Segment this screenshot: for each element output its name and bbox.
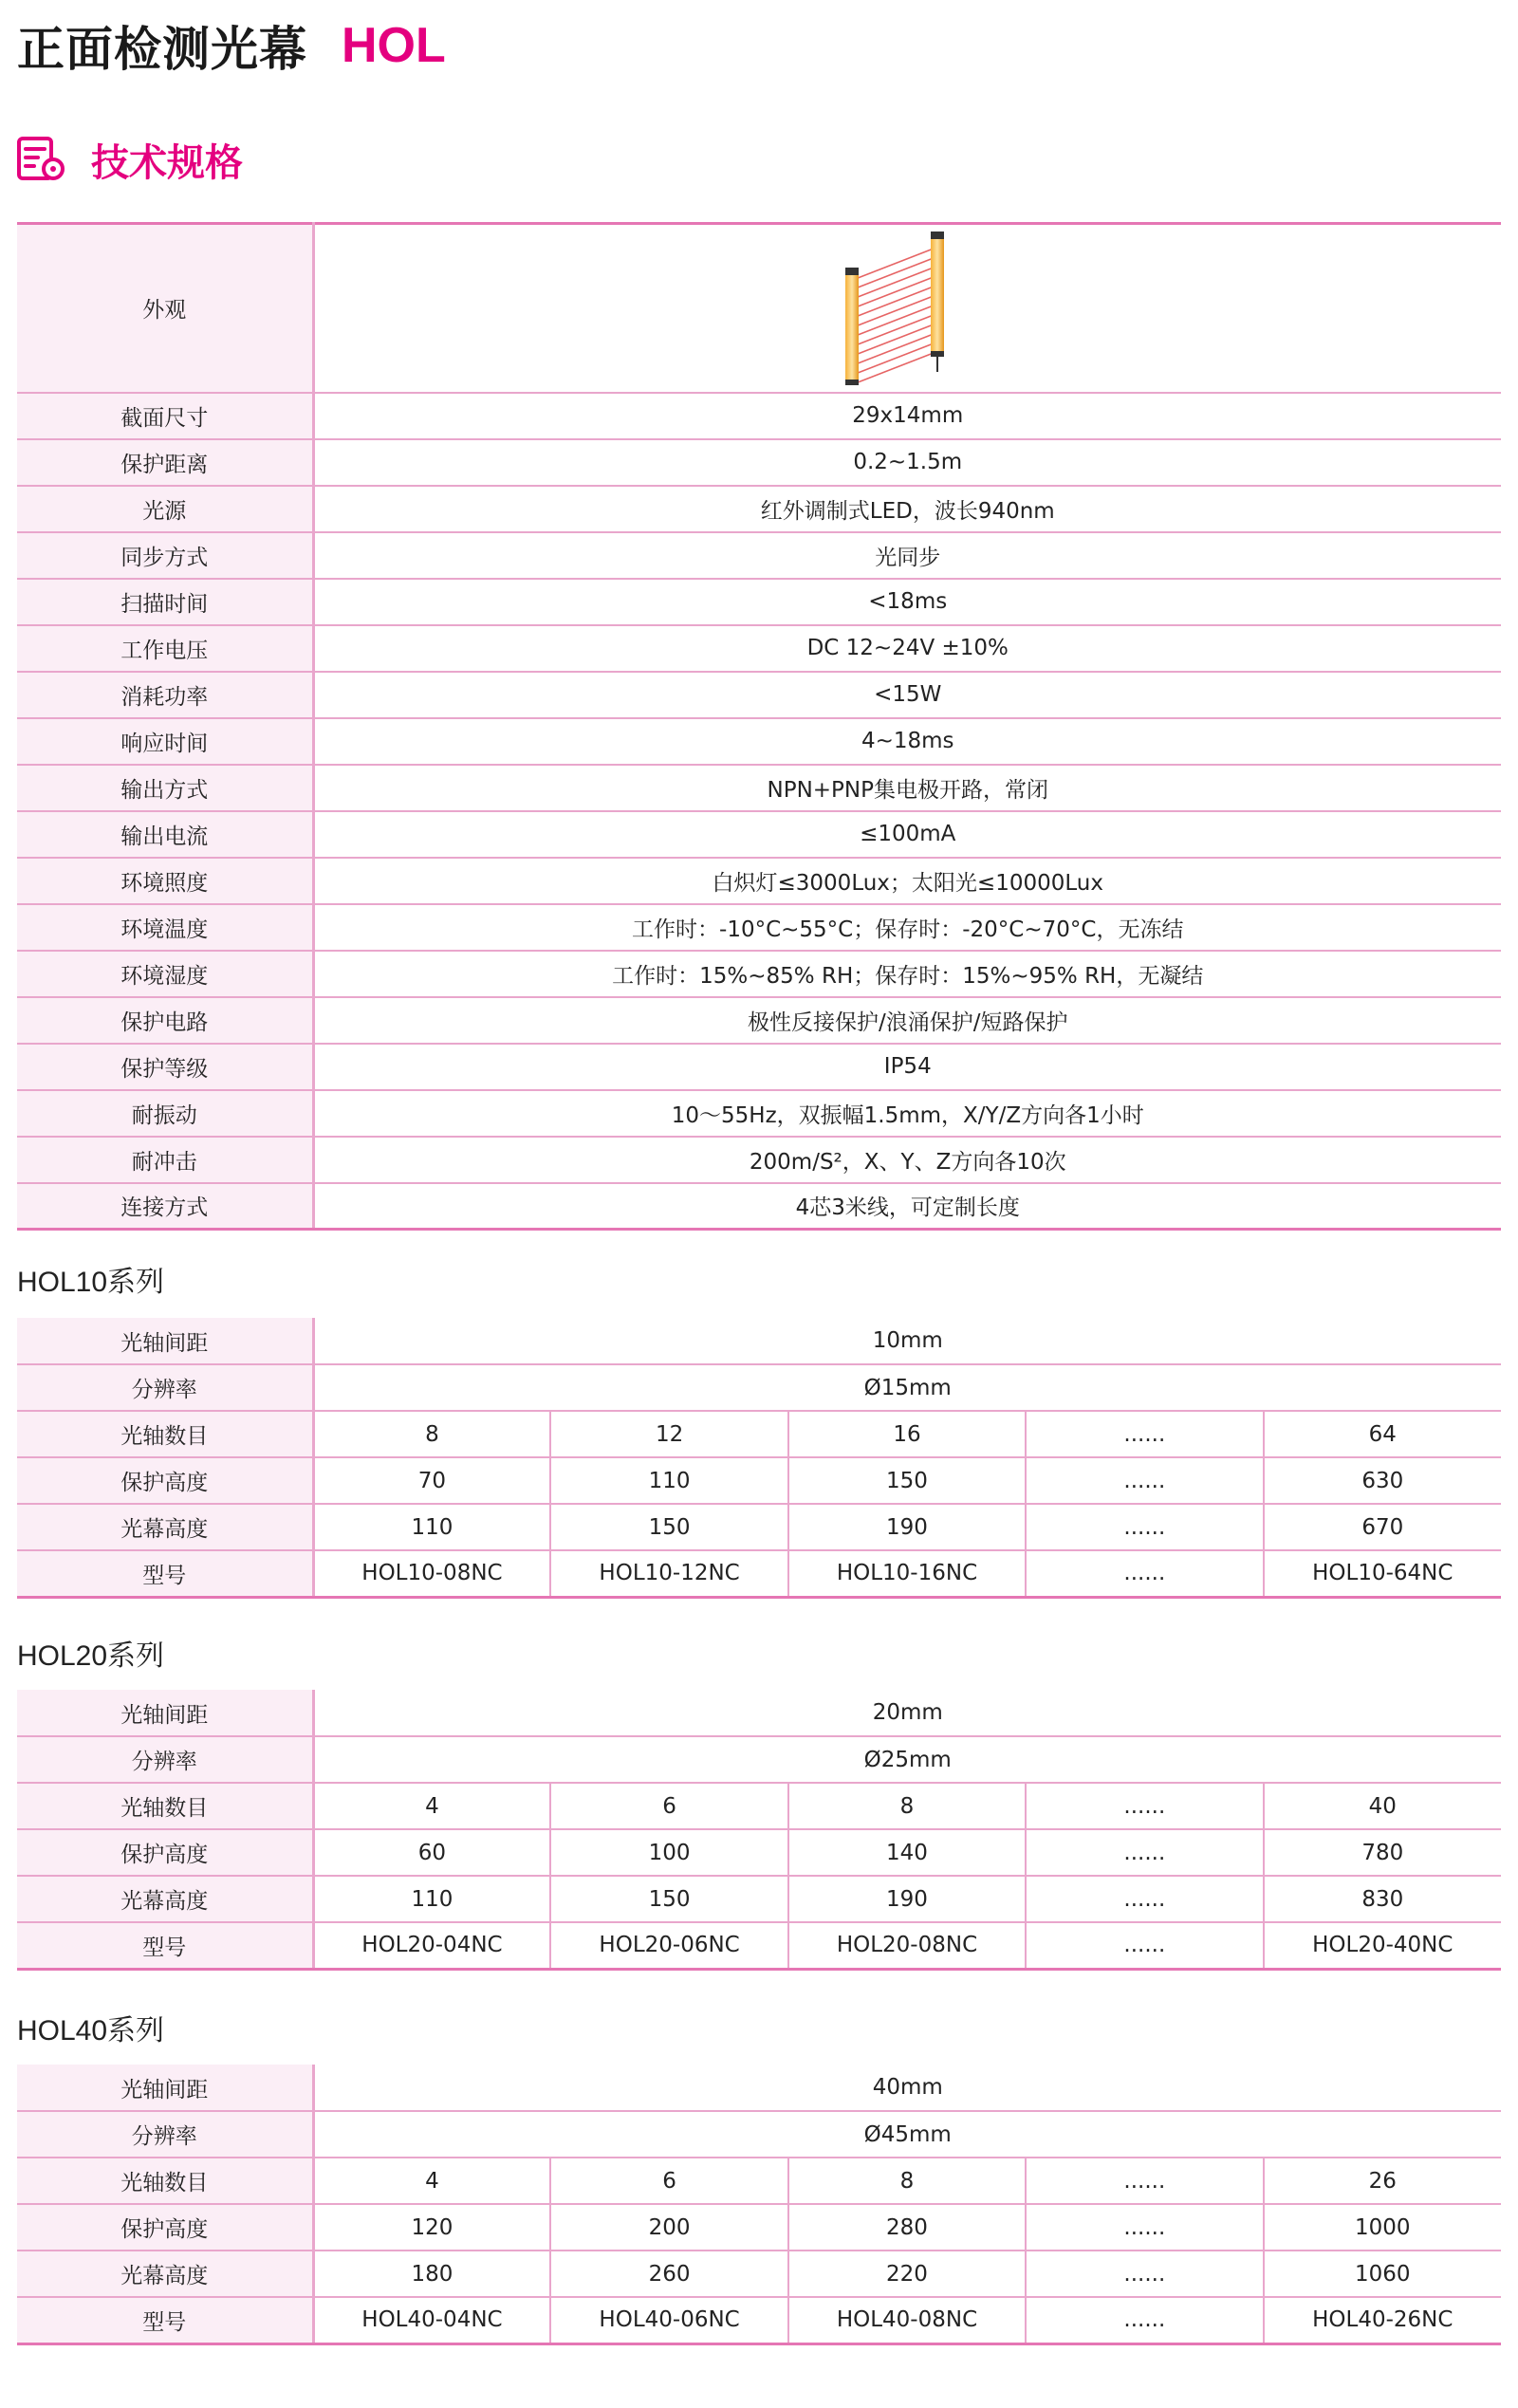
series-cell: HOL20-04NC: [313, 1922, 550, 1969]
spec-row: [17, 625, 1501, 672]
spec-value: DC 12~24V ±10%: [313, 625, 1501, 672]
spec-row: [17, 393, 1501, 439]
spec-value: 29x14mm: [313, 393, 1501, 439]
series-value: Ø45mm: [313, 2111, 1501, 2158]
page-header: [17, 15, 446, 76]
spec-document-icon: [17, 137, 66, 182]
spec-value: 200m/S²，X、Y、Z方向各10次: [313, 1137, 1501, 1183]
spec-row: [17, 951, 1501, 997]
section-header: [17, 131, 243, 188]
series-cell: 150: [550, 1504, 787, 1550]
series-table-hol40: [17, 2065, 1501, 2345]
series-cell: 670: [1264, 1504, 1501, 1550]
series-cell: 8: [788, 2158, 1026, 2204]
page-title: 正面检测光幕: [17, 22, 307, 77]
series-table-hol10: [17, 1318, 1501, 1599]
series-cell: 12: [550, 1411, 787, 1457]
spec-row: [17, 1183, 1501, 1230]
section-title: 技术规格: [91, 140, 243, 185]
spec-row: [17, 532, 1501, 579]
spec-row: [17, 439, 1501, 486]
series-cell: HOL10-64NC: [1264, 1550, 1501, 1597]
series-cell: 1000: [1264, 2204, 1501, 2251]
spec-value: IP54: [313, 1044, 1501, 1090]
series-cell: 110: [313, 1876, 550, 1922]
series-cell: ......: [1026, 2158, 1263, 2204]
series-cell: ......: [1026, 1504, 1263, 1550]
series-cell: ......: [1026, 2204, 1263, 2251]
spec-value: ≤100mA: [313, 811, 1501, 858]
spec-row: [17, 1044, 1501, 1090]
spec-label: 截面尺寸: [17, 393, 313, 439]
series-cell: ......: [1026, 1411, 1263, 1457]
series-label: 光轴数目: [17, 2158, 313, 2204]
light-curtain-image: [832, 228, 984, 389]
spec-value: 红外调制式LED，波长940nm: [313, 486, 1501, 532]
series-cell: HOL40-08NC: [788, 2297, 1026, 2343]
series-label: 光轴间距: [17, 1690, 313, 1736]
series-row: [17, 1457, 1501, 1504]
series-cell: 8: [788, 1783, 1026, 1829]
series-cell: 780: [1264, 1829, 1501, 1876]
spec-row: [17, 904, 1501, 951]
series-label: 分辨率: [17, 2111, 313, 2158]
series-cell: 40: [1264, 1783, 1501, 1829]
series-title-hol20: HOL20系列: [17, 1640, 165, 1672]
series-cell: HOL40-26NC: [1264, 2297, 1501, 2343]
series-cell: 8: [313, 1411, 550, 1457]
series-cell: 1060: [1264, 2251, 1501, 2297]
spec-label: 同步方式: [17, 532, 313, 579]
spec-value: 极性反接保护/浪涌保护/短路保护: [313, 997, 1501, 1044]
spec-value: <15W: [313, 672, 1501, 718]
series-value: 20mm: [313, 1690, 1501, 1736]
series-label: 型号: [17, 2297, 313, 2343]
spec-value: 工作时：-10°C~55°C；保存时：-20°C~70°C，无冻结: [313, 904, 1501, 951]
series-label: 分辨率: [17, 1736, 313, 1783]
series-cell: 110: [313, 1504, 550, 1550]
series-row-spacing: [17, 1318, 1501, 1364]
spec-value: NPN+PNP集电极开路，常闭: [313, 765, 1501, 811]
spec-label: 保护电路: [17, 997, 313, 1044]
spec-row: [17, 718, 1501, 765]
series-cell: 150: [550, 1876, 787, 1922]
series-row: [17, 1876, 1501, 1922]
series-row-spacing: [17, 2065, 1501, 2111]
series-label: 型号: [17, 1922, 313, 1969]
spec-value: <18ms: [313, 579, 1501, 625]
series-cell: ......: [1026, 2251, 1263, 2297]
series-cell: 60: [313, 1829, 550, 1876]
series-label: 光幕高度: [17, 1504, 313, 1550]
spec-label: 保护等级: [17, 1044, 313, 1090]
spec-label: 环境温度: [17, 904, 313, 951]
series-cell: ......: [1026, 1922, 1263, 1969]
series-title-hol10: HOL10系列: [17, 1267, 165, 1298]
series-label: 分辨率: [17, 1364, 313, 1411]
series-row: [17, 1829, 1501, 1876]
series-cell: 64: [1264, 1411, 1501, 1457]
spec-row: [17, 765, 1501, 811]
spec-row: [17, 672, 1501, 718]
spec-row: [17, 1090, 1501, 1137]
spec-row: [17, 579, 1501, 625]
series-cell: 190: [788, 1876, 1026, 1922]
spec-value: 光同步: [313, 532, 1501, 579]
spec-label: 输出电流: [17, 811, 313, 858]
series-cell: HOL20-08NC: [788, 1922, 1026, 1969]
series-cell: 16: [788, 1411, 1026, 1457]
series-cell: 4: [313, 1783, 550, 1829]
series-row: [17, 2204, 1501, 2251]
series-cell: 260: [550, 2251, 787, 2297]
spec-label: 光源: [17, 486, 313, 532]
series-value: 40mm: [313, 2065, 1501, 2111]
series-cell: 280: [788, 2204, 1026, 2251]
series-row-spacing: [17, 1690, 1501, 1736]
series-cell: 200: [550, 2204, 787, 2251]
spec-label: 输出方式: [17, 765, 313, 811]
series-value: Ø15mm: [313, 1364, 1501, 1411]
spec-row: [17, 811, 1501, 858]
series-table-hol20: [17, 1690, 1501, 1971]
series-cell: HOL10-16NC: [788, 1550, 1026, 1597]
appearance-image: [313, 224, 1501, 393]
series-cell: 630: [1264, 1457, 1501, 1504]
series-label: 光轴数目: [17, 1411, 313, 1457]
series-cell: ......: [1026, 1829, 1263, 1876]
series-cell: ......: [1026, 2297, 1263, 2343]
series-cell: 110: [550, 1457, 787, 1504]
spec-row: [17, 224, 1501, 393]
spec-label: 消耗功率: [17, 672, 313, 718]
spec-label: 环境照度: [17, 858, 313, 904]
series-title-hol40: HOL40系列: [17, 2015, 165, 2047]
spec-row: [17, 858, 1501, 904]
series-cell: 100: [550, 1829, 787, 1876]
series-label: 光幕高度: [17, 1876, 313, 1922]
spec-row: [17, 1137, 1501, 1183]
series-cell: 26: [1264, 2158, 1501, 2204]
series-cell: 220: [788, 2251, 1026, 2297]
series-row: [17, 1922, 1501, 1969]
spec-value: 工作时：15%~85% RH；保存时：15%~95% RH，无凝结: [313, 951, 1501, 997]
series-label: 保护高度: [17, 2204, 313, 2251]
spec-label: 连接方式: [17, 1183, 313, 1230]
spec-value: 4芯3米线，可定制长度: [313, 1183, 1501, 1230]
series-row-resolution: [17, 1364, 1501, 1411]
spec-row: [17, 997, 1501, 1044]
series-cell: HOL10-12NC: [550, 1550, 787, 1597]
spec-label: 耐振动: [17, 1090, 313, 1137]
series-cell: 150: [788, 1457, 1026, 1504]
series-cell: HOL40-04NC: [313, 2297, 550, 2343]
series-cell: 830: [1264, 1876, 1501, 1922]
series-row: [17, 2158, 1501, 2204]
series-cell: HOL20-06NC: [550, 1922, 787, 1969]
spec-row: [17, 486, 1501, 532]
spec-label: 耐冲击: [17, 1137, 313, 1183]
series-row: [17, 1550, 1501, 1597]
spec-value: 白炽灯≤3000Lux；太阳光≤10000Lux: [313, 858, 1501, 904]
spec-value: 4~18ms: [313, 718, 1501, 765]
series-row: [17, 1504, 1501, 1550]
spec-value: 10～55Hz，双振幅1.5mm，X/Y/Z方向各1小时: [313, 1090, 1501, 1137]
series-value: 10mm: [313, 1318, 1501, 1364]
series-cell: HOL20-40NC: [1264, 1922, 1501, 1969]
spec-label: 外观: [17, 224, 313, 393]
series-row-resolution: [17, 1736, 1501, 1783]
series-row: [17, 2251, 1501, 2297]
series-row: [17, 2297, 1501, 2343]
spec-label: 响应时间: [17, 718, 313, 765]
series-row: [17, 1783, 1501, 1829]
spec-label: 工作电压: [17, 625, 313, 672]
series-cell: 180: [313, 2251, 550, 2297]
series-cell: ......: [1026, 1876, 1263, 1922]
series-cell: ......: [1026, 1457, 1263, 1504]
spec-table: [17, 222, 1501, 1231]
series-label: 光轴数目: [17, 1783, 313, 1829]
spec-label: 保护距离: [17, 439, 313, 486]
series-row-resolution: [17, 2111, 1501, 2158]
series-label: 型号: [17, 1550, 313, 1597]
series-cell: 190: [788, 1504, 1026, 1550]
spec-label: 环境湿度: [17, 951, 313, 997]
series-label: 保护高度: [17, 1829, 313, 1876]
series-label: 光幕高度: [17, 2251, 313, 2297]
product-code: HOL: [342, 18, 446, 73]
spec-label: 扫描时间: [17, 579, 313, 625]
series-cell: 6: [550, 1783, 787, 1829]
spec-value: 0.2~1.5m: [313, 439, 1501, 486]
series-cell: HOL40-06NC: [550, 2297, 787, 2343]
series-cell: 4: [313, 2158, 550, 2204]
series-cell: 70: [313, 1457, 550, 1504]
series-label: 保护高度: [17, 1457, 313, 1504]
series-label: 光轴间距: [17, 2065, 313, 2111]
series-value: Ø25mm: [313, 1736, 1501, 1783]
series-cell: 120: [313, 2204, 550, 2251]
series-cell: 140: [788, 1829, 1026, 1876]
series-cell: HOL10-08NC: [313, 1550, 550, 1597]
series-row: [17, 1411, 1501, 1457]
series-cell: ......: [1026, 1783, 1263, 1829]
series-label: 光轴间距: [17, 1318, 313, 1364]
series-cell: ......: [1026, 1550, 1263, 1597]
series-cell: 6: [550, 2158, 787, 2204]
